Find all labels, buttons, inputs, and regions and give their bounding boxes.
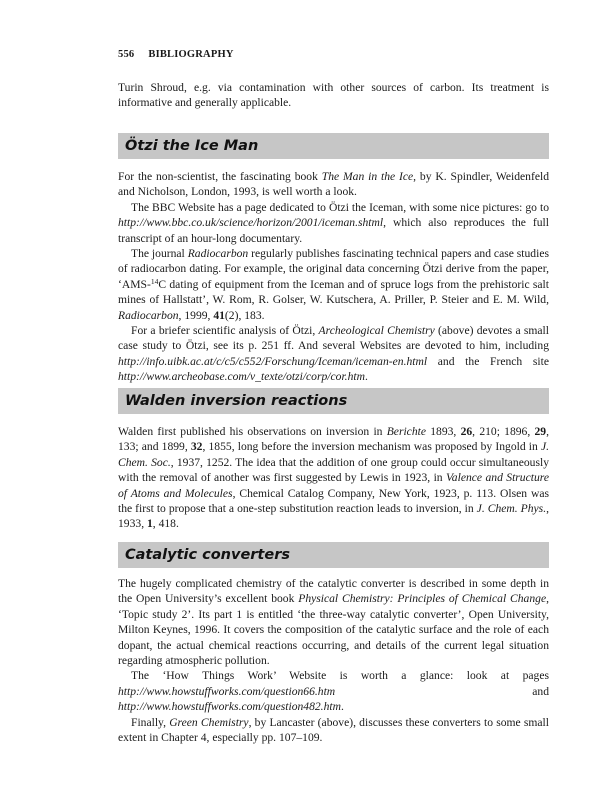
book-title: Archeological Chemistry: [318, 324, 435, 338]
running-head: [118, 49, 549, 60]
journal-title: J. Chem. Soc.: [118, 440, 549, 469]
url-link[interactable]: http://info.uibk.ac.at/c/c5/c552/Forschung/Iceman/iceman-en.html: [118, 354, 428, 368]
url-link[interactable]: http://www.archeobase.com/v_texte/otzi/corp/cor.htm: [118, 370, 365, 384]
section-walden-body: [118, 424, 549, 532]
paragraph: Finally, Green Chemistry, by Lancaster (above), discusses these converters to some small extent in Chapter 4, especially pp. 107–109.: [118, 715, 549, 745]
volume-number: 1: [146, 517, 153, 531]
section-catalytic: [118, 542, 549, 568]
journal-title: Radiocarbon: [118, 308, 179, 322]
isotope-superscript: 14: [150, 276, 159, 286]
journal-title: Berichte: [386, 425, 426, 438]
paragraph: For a briefer scientific analysis of Ötzi, Archeological Chemistry (above) devotes a small case study to Ötzi, see its p. 251 ff. And several Websites are devoted to him, including http://info.uibk.ac.at/c/c5/c552/Forschung/Iceman/iceman-en.html and the French site http://www.archeobase.com/v_texte/otzi/corp/cor.htm.: [118, 324, 549, 384]
book-title: Physical Chemistry: Principles of Chemical Change: [298, 592, 547, 606]
volume-number: 41: [213, 308, 225, 322]
running-title: BIBLIOGRAPHY: [148, 49, 234, 60]
book-title: Valence and Structure of Atoms and Molecules: [118, 471, 549, 500]
section-heading: Catalytic converters: [118, 542, 549, 568]
url-link[interactable]: http://www.howstuffworks.com/question482.htm: [118, 700, 341, 714]
section-catalytic-body: [118, 576, 549, 745]
intro-paragraph: Turin Shroud, e.g. via contamination with other sources of carbon. Its treatment is informative and generally applicable.: [118, 81, 549, 110]
section-walden: [118, 388, 549, 414]
paragraph: The ‘How Things Work’ Website is worth a glance: look at pages http://www.howstuffworks.com/question66.htm and http://www.howstuffworks.com/question482.htm.: [118, 669, 549, 714]
volume-number: 26: [460, 425, 473, 438]
book-title: The Man in the Ice: [321, 170, 414, 183]
section-heading: Walden inversion reactions: [118, 388, 549, 414]
intro-block: [118, 80, 549, 111]
paragraph: The hugely complicated chemistry of the catalytic converter is described in some depth in the Open University’s excellent book Physical Chemistry: Principles of Chemical Change, ‘Topic study 2’. Its part 1 is entitled ‘the three-way catalytic converter’, Open University, Milton Keynes, 1996. It covers the composition of the catalytic surface and the role of each dopant, the actual chemical reactions occurring, and details of the current legal situation regarding atmospheric pollution.: [118, 577, 549, 668]
section-otzi-body: [118, 169, 549, 385]
journal-title: J. Chem. Phys.: [476, 502, 547, 516]
url-link[interactable]: http://www.howstuffworks.com/question66.htm: [118, 684, 336, 698]
paragraph: Walden first published his observations on inversion in Berichte 1893, 26, 210; 1896, 29, 133; and 1899, 32, 1855, long before the inversion mechanism was proposed by Ingold in J. Chem. Soc., 1937, 1252. The idea that the addition of one group could occur simultaneously with the removal of another was first suggested by Lewis in 1923, in Valence and Structure of Atoms and Molecules, Chemical Catalog Company, New York, 1923, p. 113. Olsen was the first to propose that a one-step substitution reaction leads to inversion, in J. Chem. Phys., 1933, 1, 418.: [118, 425, 549, 531]
paragraph: For the non-scientist, the fascinating book The Man in the Ice, by K. Spindler, Weidenfeld and Nicholson, London, 1993, is well worth a look.: [118, 170, 550, 199]
page-number: 556: [118, 49, 135, 60]
paragraph: The journal Radiocarbon regularly publishes fascinating technical papers and case studies of radiocarbon dating. For example, the original data concerning Ötzi derive from the paper, ‘AMS-$^{14}$C dating of equipment from the Iceman and of spruce logs from the prehistoric salt mines of Hallstatt’, W. Rom, R. Golser, W. Kutschera, A. Priller, P. Steier and E. M. Wild, Radiocarbon, 1999, 41(2), 183.: [118, 247, 549, 322]
volume-number: 29: [534, 425, 547, 438]
book-title: Green Chemistry: [169, 715, 249, 729]
section-otzi: [118, 133, 549, 159]
paragraph: The BBC Website has a page dedicated to Ötzi the Iceman, with some nice pictures: go to http://www.bbc.co.uk/science/horizon/2001/iceman.shtml, which also reproduces the full transcript of an hour-long documentary.: [118, 200, 549, 245]
section-heading: Ötzi the Ice Man: [118, 133, 549, 159]
volume-number: 32: [190, 440, 203, 454]
journal-title: Radiocarbon: [187, 247, 249, 261]
url-link[interactable]: http://www.bbc.co.uk/science/horizon/2001/iceman.shtml: [118, 216, 384, 230]
